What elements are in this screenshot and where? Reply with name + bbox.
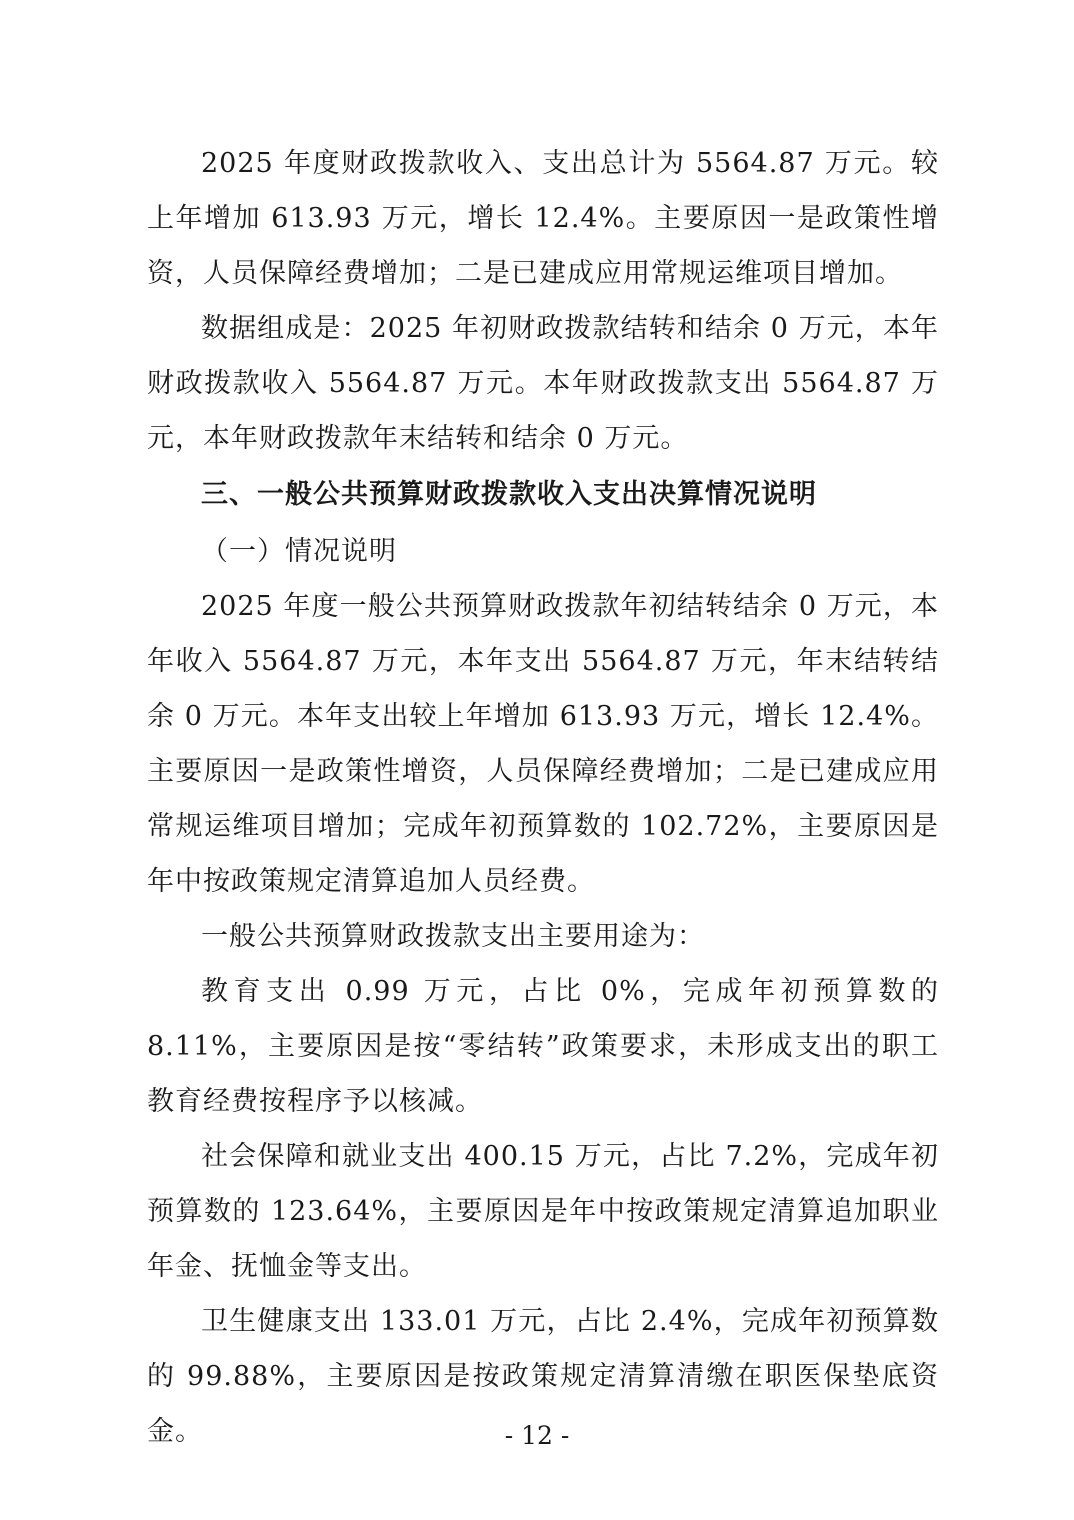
paragraph-main-uses-intro: 一般公共预算财政拨款支出主要用途为： [201,921,705,952]
page-number: - 12 - [504,1421,570,1450]
paragraph-social-security-expense: 社会保障和就业支出 400.15 万元，占比 7.2%，完成年初预算数的 123.64%，主要原因是年中按政策规定清算追加职业年金、抚恤金等支出。 [147,1141,939,1282]
paragraph-education-expense: 教育支出 0.99 万元，占比 0%，完成年初预算数的 8.11%，主要原因是按“零结转”政策要求，未形成支出的职工教育经费按程序予以核减。 [147,976,939,1117]
section-heading: 三、一般公共预算财政拨款收入支出决算情况说明 [201,479,817,510]
paragraph-health-expense: 卫生健康支出 133.01 万元，占比 2.4%，完成年初预算数的 99.88%，主要原因是按政策规定清算清缴在职医保垫底资金。 [147,1306,939,1447]
subsection-heading: （一）情况说明 [201,536,397,567]
document-body [147,136,939,1459]
paragraph-total-income-expense: 2025 年度财政拨款收入、支出总计为 5564.87 万元。较上年增加 613.93 万元，增长 12.4%。主要原因一是政策性增资，人员保障经费增加；二是已建成应用常规运维项目增加。 [147,148,939,289]
paragraph-general-budget-summary: 2025 年度一般公共预算财政拨款年初结转结余 0 万元，本年收入 5564.87 万元，本年支出 5564.87 万元，年末结转结余 0 万元。本年支出较上年增加 613.93 万元，增长 12.4%。主要原因一是政策性增资，人员保障经费增加；二是已建成应用常规运维项目增加；完成年初预算数的 102.72%，主要原因是年中按政策规定清算追加人员经费。 [147,591,939,897]
paragraph-data-composition: 数据组成是：2025 年初财政拨款结转和结余 0 万元，本年财政拨款收入 5564.87 万元。本年财政拨款支出 5564.87 万元，本年财政拨款年末结转和结余 0 万元。 [147,313,939,454]
